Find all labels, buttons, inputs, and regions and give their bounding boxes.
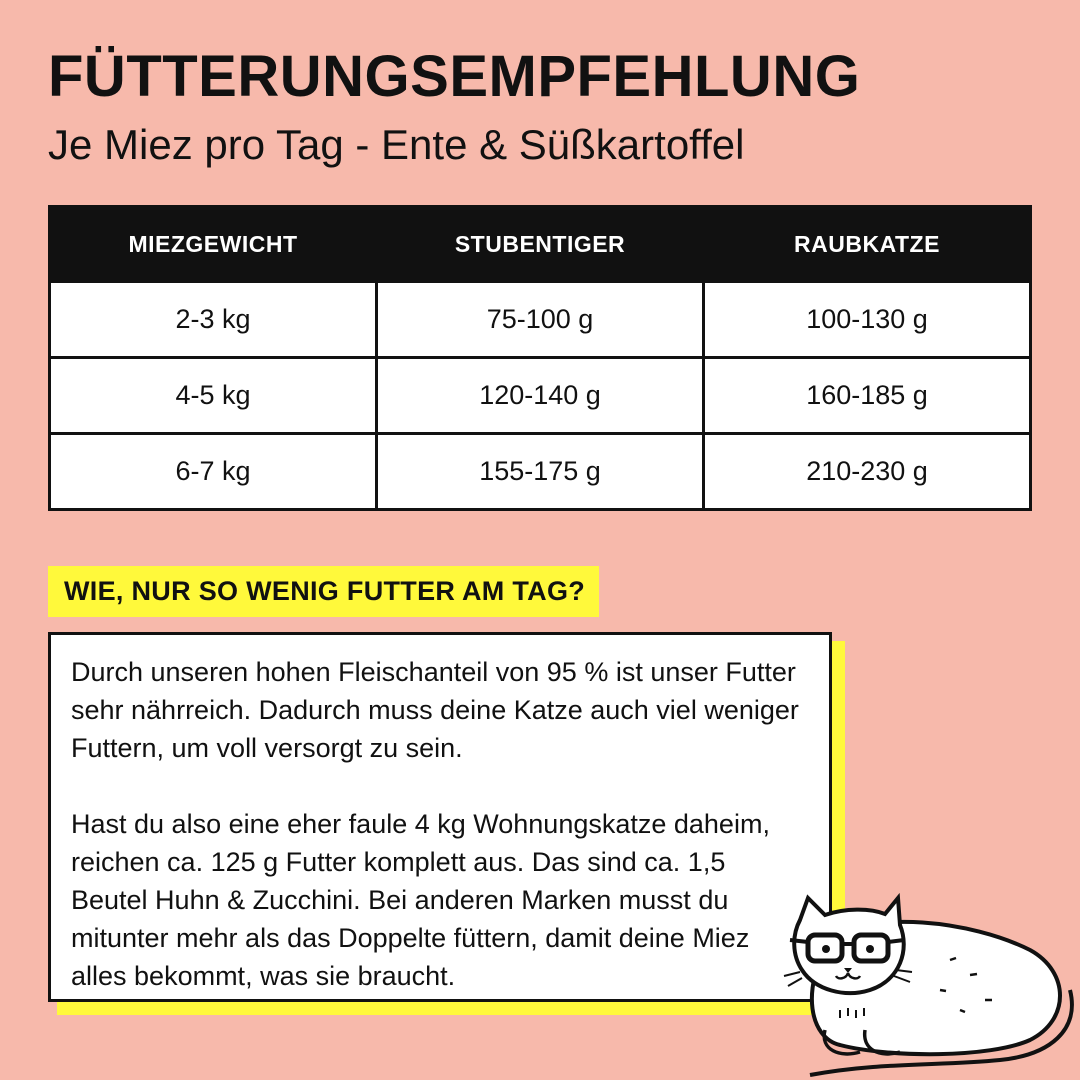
table-cell: 6-7 kg (50, 434, 377, 510)
table-cell: 160-185 g (704, 358, 1031, 434)
info-paragraph-2: Hast du also eine eher faule 4 kg Wohnungskatze daheim, reichen ca. 125 g Futter komplett aus. Das sind ca. 1,5 Beutel Huhn & Zucchini. Bei anderen Marken musst du mitunter mehr als das Doppelte füttern, damit deine Miez alles bekommt, was sie braucht. (71, 809, 770, 991)
table-cell: 75-100 g (377, 282, 704, 358)
column-header-active-cat: RAUBKATZE (704, 207, 1031, 282)
feeding-table (48, 205, 1032, 511)
column-header-indoor-cat: STUBENTIGER (377, 207, 704, 282)
table-header-row (50, 207, 1031, 282)
table-row (50, 358, 1031, 434)
cat-illustration-icon (770, 880, 1080, 1080)
table-cell: 4-5 kg (50, 358, 377, 434)
page-title: FÜTTERUNGSEMPFEHLUNG (48, 44, 861, 109)
column-header-weight: MIEZGEWICHT (50, 207, 377, 282)
question-banner: WIE, NUR SO WENIG FUTTER AM TAG? (48, 566, 599, 617)
info-paragraph-1: Durch unseren hohen Fleischanteil von 95 % ist unser Futter sehr nährreich. Dadurch muss deine Katze auch viel weniger Futtern, um voll versorgt zu sein. (71, 657, 799, 763)
table-row (50, 434, 1031, 510)
page-subtitle: Je Miez pro Tag - Ente & Süßkartoffel (48, 121, 745, 168)
table-cell: 120-140 g (377, 358, 704, 434)
table-cell: 100-130 g (704, 282, 1031, 358)
table-cell: 210-230 g (704, 434, 1031, 510)
info-card (48, 632, 832, 1002)
table-cell: 155-175 g (377, 434, 704, 510)
table-row (50, 282, 1031, 358)
table-cell: 2-3 kg (50, 282, 377, 358)
